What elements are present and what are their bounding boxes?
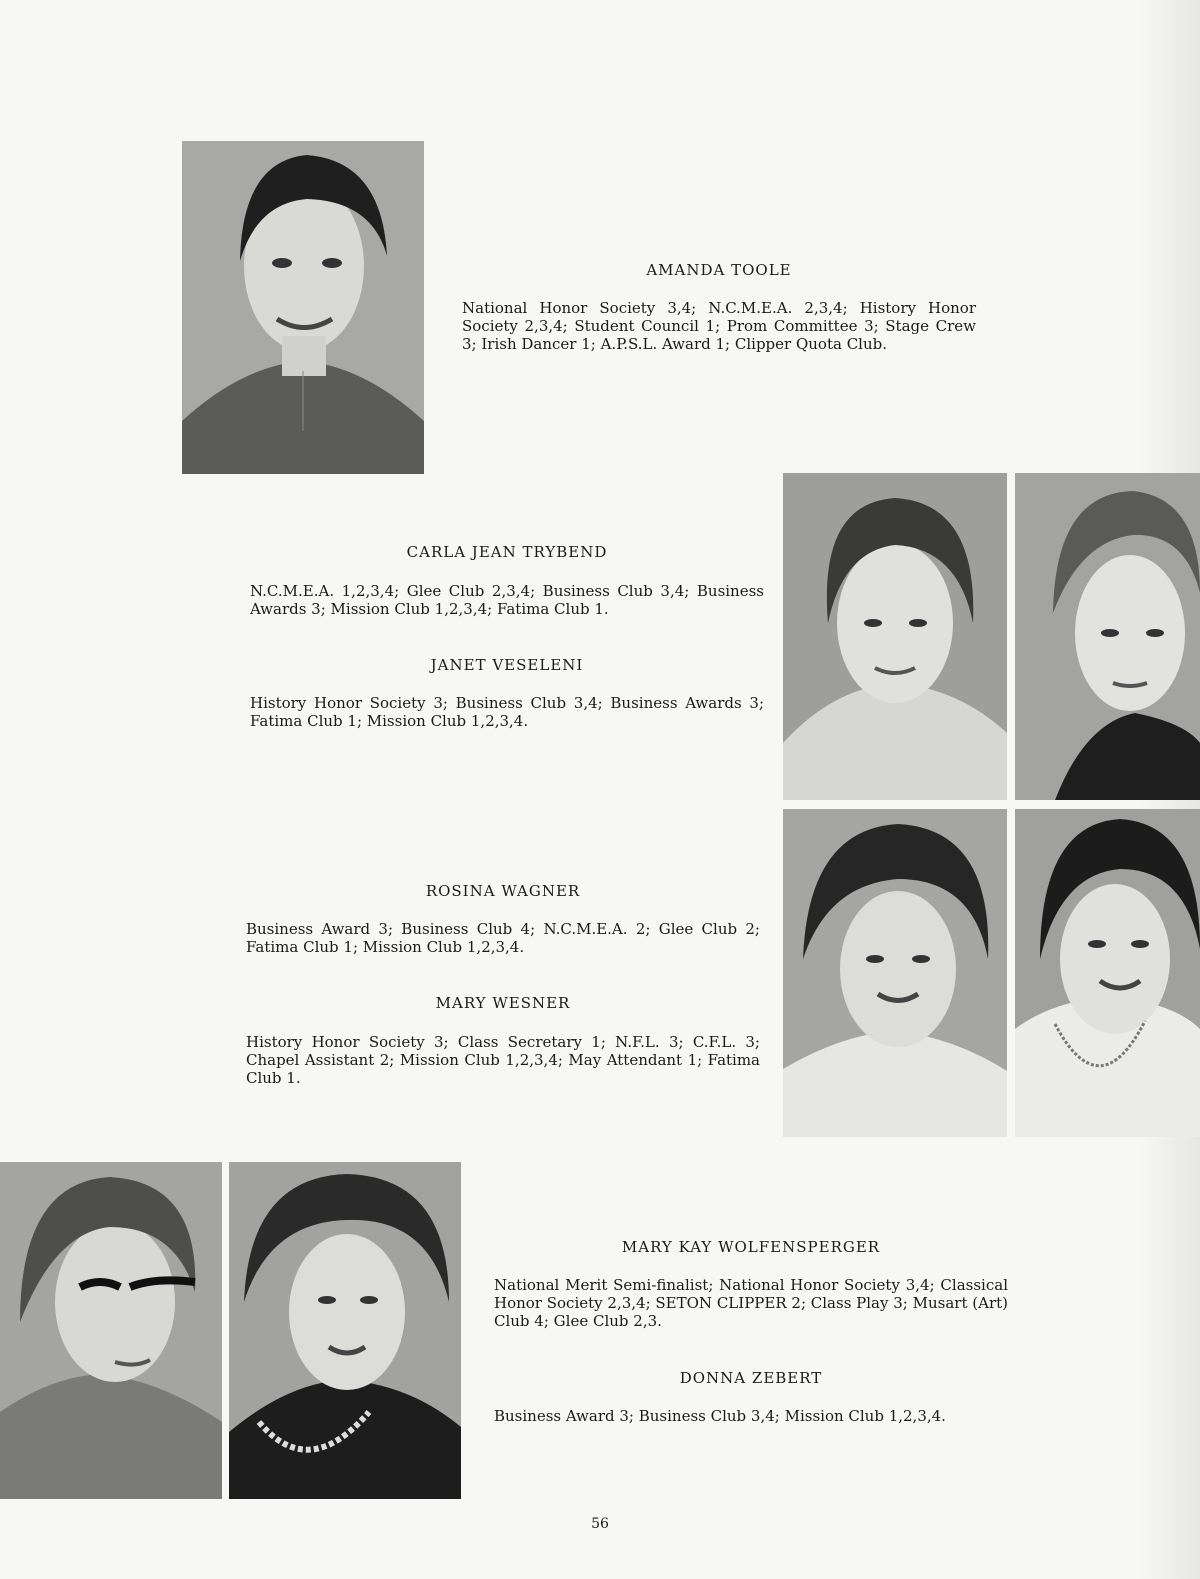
portrait-photo-rosina-wagner	[783, 809, 1007, 1137]
student-activities-carla-jean-trybend: N.C.M.E.A. 1,2,3,4; Glee Club 2,3,4; Business Club 3,4; Business Awards 3; Mission Club 1,2,3,4; Fatima Club 1.	[250, 582, 764, 618]
student-name-mary-kay-wolfensperger: MARY KAY WOLFENSPERGER	[621, 1238, 881, 1256]
portrait-photo-mary-kay-wolfensperger	[0, 1162, 222, 1499]
portrait-photo-carla-jean-trybend	[783, 473, 1007, 800]
portrait-photo-janet-veseleni	[1015, 473, 1200, 800]
student-activities-amanda-toole: National Honor Society 3,4; N.C.M.E.A. 2,3,4; History Honor Society 2,3,4; Student Council 1; Prom Committee 3; Stage Crew 3; Irish Dancer 1; A.P.S.L. Award 1; Clipper Quota Club.	[462, 299, 976, 353]
student-activities-mary-wesner: History Honor Society 3; Class Secretary 1; N.F.L. 3; C.F.L. 3; Chapel Assistant 2; Mission Club 1,2,3,4; May Attendant 1; Fatima Club 1.	[246, 1033, 760, 1087]
student-activities-rosina-wagner: Business Award 3; Business Club 4; N.C.M.E.A. 2; Glee Club 2; Fatima Club 1; Mission Club 1,2,3,4.	[246, 920, 760, 956]
student-activities-donna-zebert: Business Award 3; Business Club 3,4; Mission Club 1,2,3,4.	[494, 1407, 946, 1425]
student-name-rosina-wagner: ROSINA WAGNER	[425, 882, 581, 900]
student-name-donna-zebert: DONNA ZEBERT	[679, 1369, 823, 1387]
portrait-photo-mary-wesner	[1015, 809, 1200, 1137]
student-name-janet-veseleni: JANET VESELENI	[430, 656, 584, 674]
student-activities-mary-kay-wolfensperger: National Merit Semi-finalist; National Honor Society 3,4; Classical Honor Society 2,3,4; SETON CLIPPER 2; Class Play 3; Musart (Art) Club 4; Glee Club 2,3.	[494, 1276, 1008, 1330]
student-name-carla-jean-trybend: CARLA JEAN TRYBEND	[406, 543, 608, 561]
portrait-photo-donna-zebert	[229, 1162, 461, 1499]
student-name-mary-wesner: MARY WESNER	[435, 994, 571, 1012]
student-name-amanda-toole: AMANDA TOOLE	[646, 261, 792, 279]
student-activities-janet-veseleni: History Honor Society 3; Business Club 3,4; Business Awards 3; Fatima Club 1; Mission Club 1,2,3,4.	[250, 694, 764, 730]
page-number: 56	[591, 1516, 609, 1532]
portrait-photo-amanda-toole	[182, 141, 424, 474]
